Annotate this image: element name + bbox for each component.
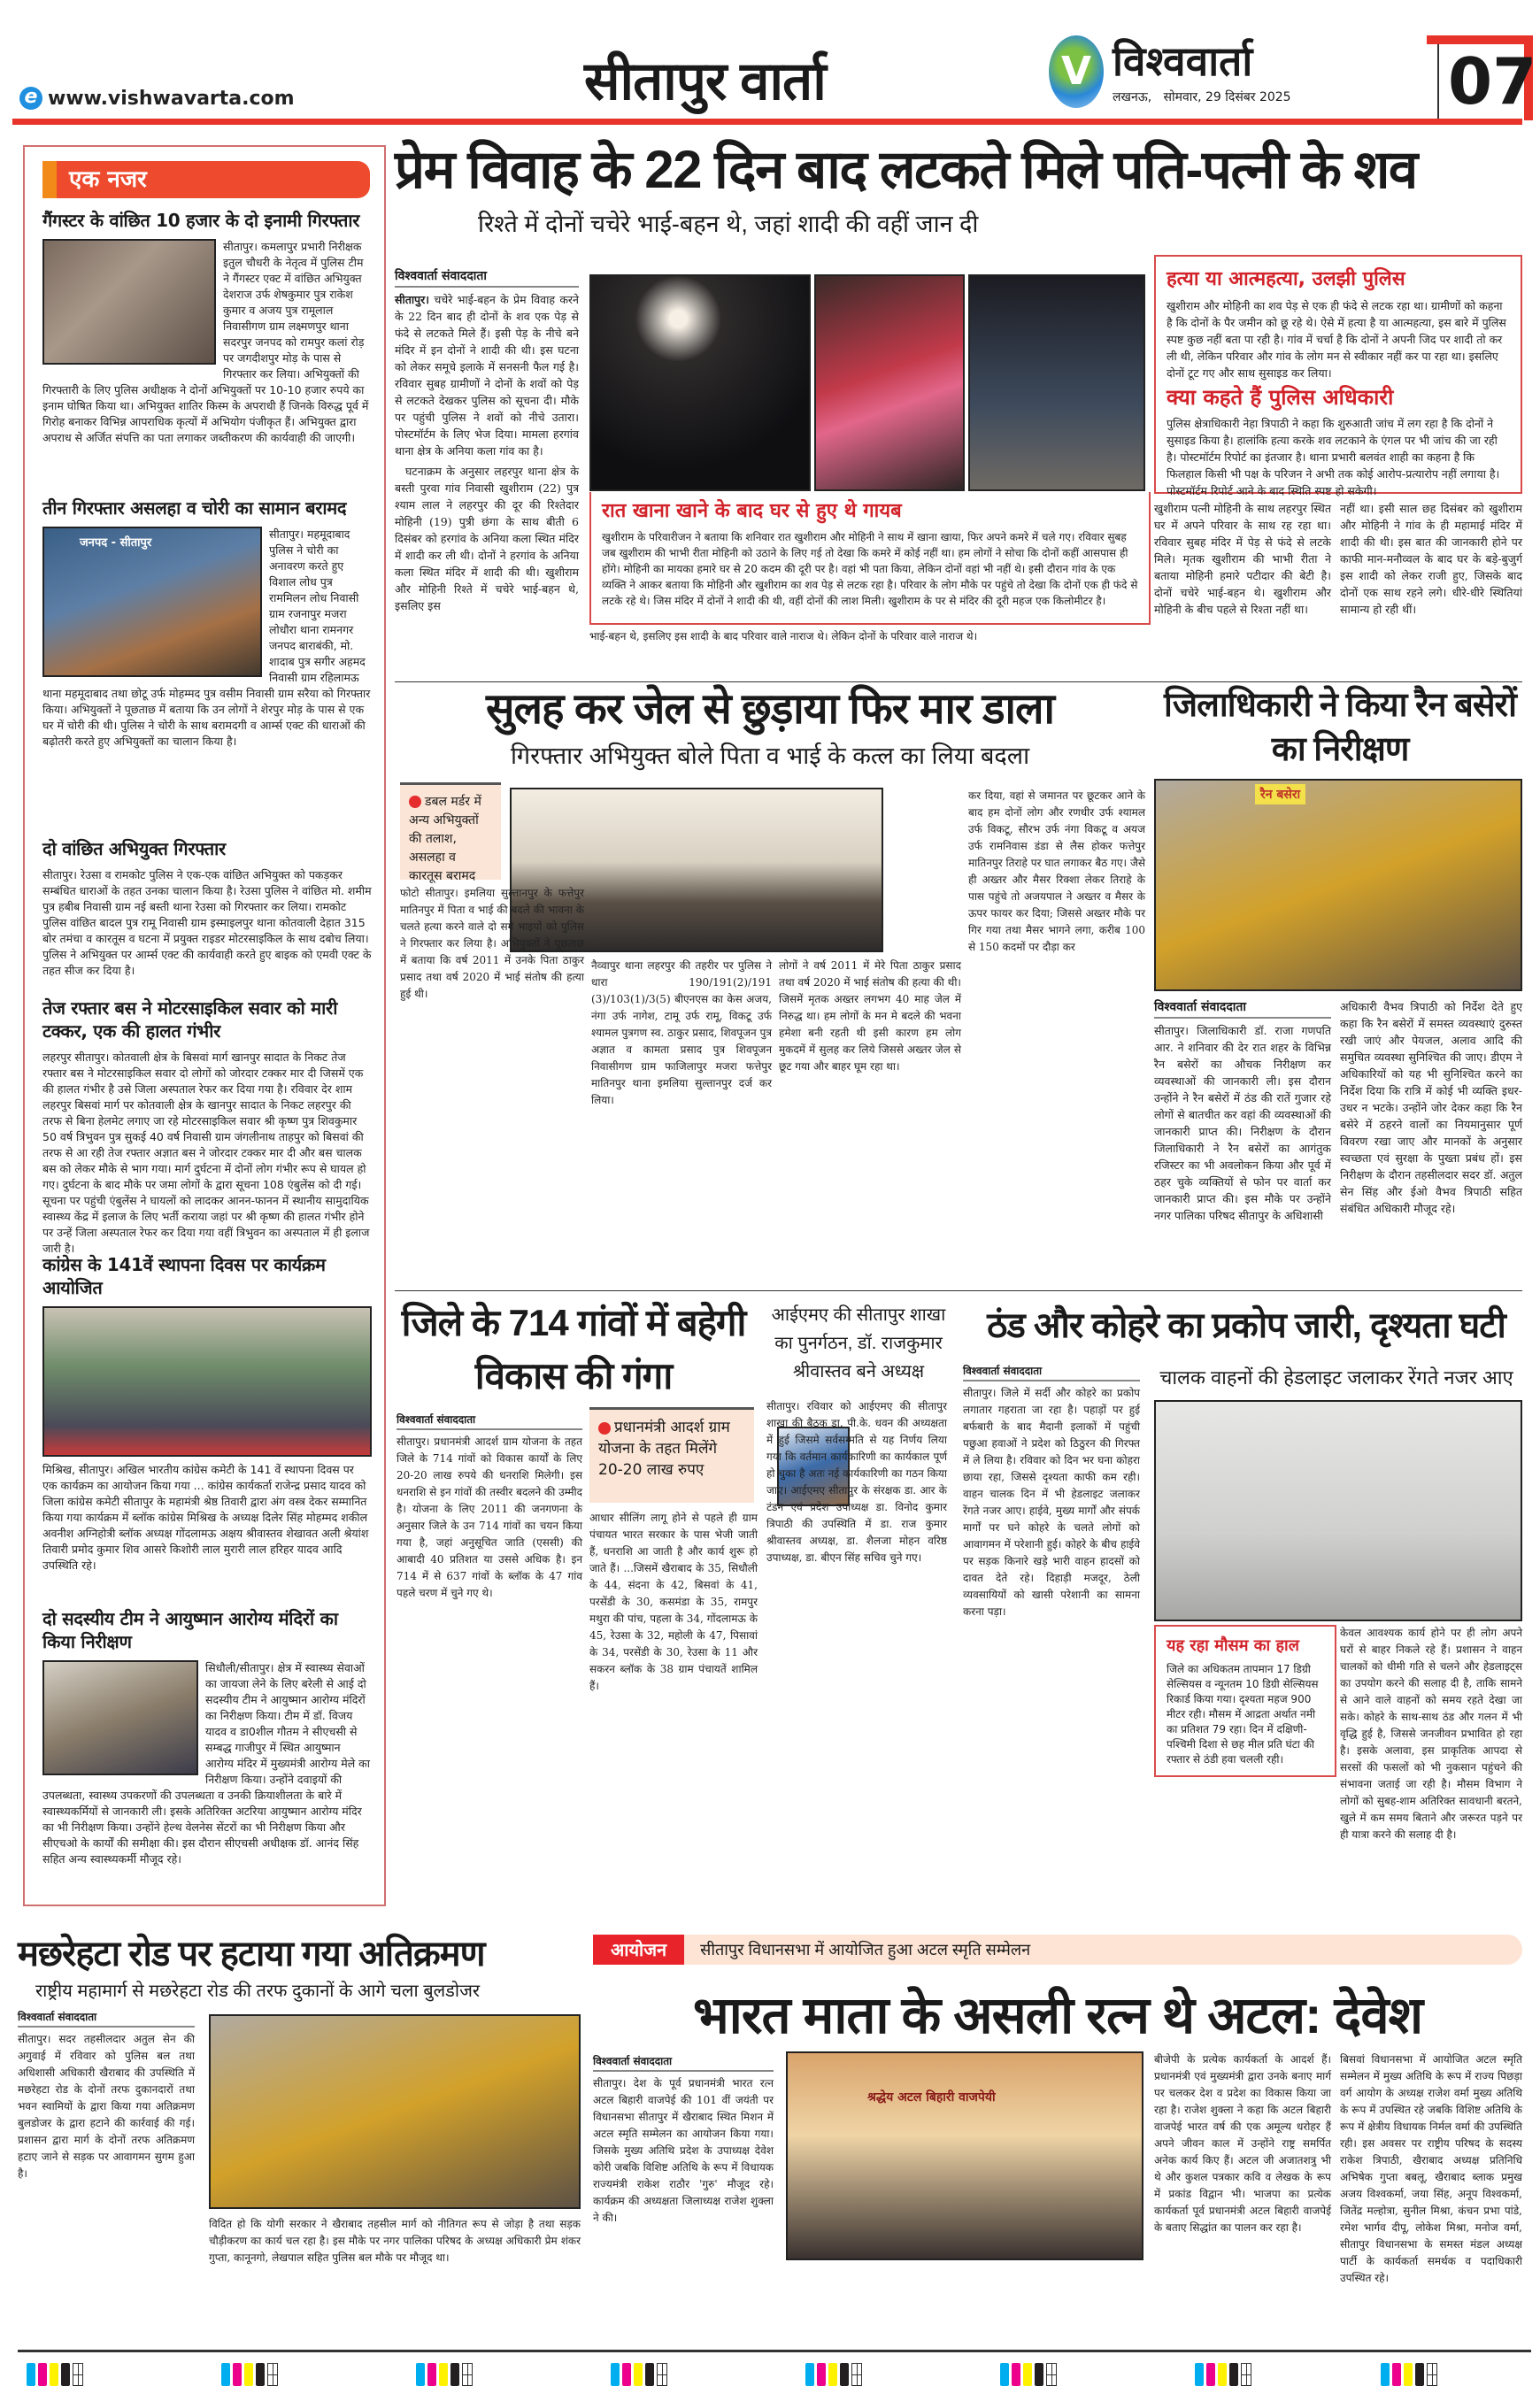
photo-sign: रैन बसेरा [1255, 784, 1305, 804]
atal-col-2: बीजेपी के प्रत्येक कार्यकर्ता के आदर्श हैं। प्रधानमंत्री एवं मुख्यमंत्री द्वारा उनके बनाए मार्ग पर चलकर देश व प्रदेश का विकास किया जा रहा है। राजेश शुक्ला ने कहा कि अटल बिहारी वाजपेई भारत वर्ष की एक अमूल्य धरोहर हैं अपने जीवन काल में उन्होंने राष्ट्र समर्पित अनेक कार्य किए हैं। अटल जी अजातशत्रु भी थे और कुशल पत्रकार कवि व लेखक के रूप में प्रकांड विद्वान भी। भाजपा का प्रत्येक कार्यकर्ता पूर्व प्रधानमंत्री अटल बिहारी वाजपेई के बताए सिद्धांत का पालन कर रहा है। [1154, 2053, 1331, 2234]
sulah-col-2: नैव्वापुर थाना लहरपुर की तहरीर पर पुलिस ने धारा 190/191(2)/191 (3)/103(1)/3(5) बीएनएस का केस अजय, नंगा उर्फ नागेश, टामू उर्फ रामू, विकटू उर्फ श्यामल पुत्रगण स्व. ठाकुर प्रसाद, शिवपूजन पुत्र अज्ञात व कामता प्रसाद पुत्र शिवपूजन निवासीगण ग्राम फाजिलापुर मजरा फत्तेपुर मातिनपुर थाना इमलिया सुल्तानपुर दर्ज कर लिया। [591, 959, 772, 1106]
registration-mark-icon [267, 2363, 278, 2386]
masthead-rule [12, 119, 1522, 125]
atal-col-1 [593, 2053, 774, 2227]
masthead [0, 0, 1540, 124]
brief-headline: दो वांछित अभियुक्त गिरफ्तार [42, 838, 226, 859]
color-bar-group [27, 2363, 83, 2386]
color-swatch [1035, 2363, 1043, 2386]
sulah-highlight [400, 782, 501, 883]
website-url[interactable]: www.vishwavarta.com [48, 87, 295, 110]
color-swatch [50, 2363, 58, 2386]
lead-photo-crowd [968, 274, 1145, 491]
byline: विश्ववार्ता संवाददाता [18, 2009, 195, 2028]
color-swatch [611, 2363, 620, 2386]
sulah-subheadline: गिरफ्तार अभियुक्त बोले पिता व भाई के कत्ल का लिया बदला [510, 743, 1030, 769]
color-swatch [1012, 2363, 1020, 2386]
color-swatch [1381, 2363, 1390, 2386]
atal-event-photo [786, 2051, 1143, 2260]
byline: विश्ववार्ता संवाददाता [593, 2053, 774, 2072]
atal-body: सीतापुर। देश के पूर्व प्रधानमंत्री भारत रत्न अटल बिहारी वाजपेई की 101 वीं जयंती पर विधानसभा सीतापुर में खैराबाद स्थित मिशन में अटल स्मृति सम्मेलन का आयोजन किया गया। जिसके मुख्य अतिथि प्रदेश के उपाध्यक्ष देवेश कोरी जबकि विशिष्ट अतिथि के रूप में विधायक राज्यमंत्री राकेश राठौर 'गुरु' मौजूद रहे। कार्यक्रम की अध्यक्षता जिलाध्यक्ष राजेश शुक्ला ने की। [593, 2077, 774, 2224]
lead-right-col-a: खुशीराम पत्नी मोहिनी के साथ लहरपुर स्थित घर में अपने परिवार के साथ रह रहा था। रविवार सुबह मंदिर में पेड़ से फंदे से लटके मिले। मृतक खुशीराम की भाभी रीता ने बताया मोहिनी हमारे पटीदार की बेटी है। दोनों चचेरे भाई-बहन थे। खुशीराम और मोहिनी के बीच पहले से रिश्ता नहीं था। [1154, 502, 1331, 616]
weather-box [1154, 1625, 1336, 1777]
registration-mark-icon [1427, 2363, 1437, 2386]
highlight-text: डबल मर्डर में अन्य अभियुक्तों की तलाश, असलहा व कारतूस बरामद [409, 795, 481, 883]
color-swatch [622, 2363, 631, 2386]
color-bar-group [805, 2363, 862, 2386]
brief-photo [42, 1660, 198, 1775]
brief-story [42, 1607, 372, 1867]
fog-subheadline: चालक वाहनों की हेडलाइट जलाकर रेंगते नजर आए [1159, 1366, 1513, 1389]
registration-mark-icon [462, 2363, 473, 2386]
brief-headline: तेज रफ्तार बस ने मोटरसाइकिल सवार को मारी टक्कर, एक की हालत गंभीर [42, 997, 338, 1042]
fog-body: सीतापुर। जिले में सर्दी और कोहरे का प्रकोप लगातार गहराता जा रहा है। पहाड़ों पर हुई बर्फबारी के बाद मैदानी इलाकों में पहुंची पछुआ हवाओं ने प्रदेश को ठिठुरन की गिरफ्त में ले लिया है। रविवार को दिन भर घना कोहरा छाया रहा, जिससे दृश्यता काफी कम रही। वाहन चालक दिन में भी हेडलाइट जलाकर रेंगते नजर आए। हाईवे, मुख्य मार्गों और संपर्क मार्गों पर घने कोहरे के चलते लोगों को आवागमन में परेशानी हुई। कोहरे के बीच हाईवे पर सड़क किनारे खड़े भारी वाहन हादसों को दावत देते रहे। दिहाड़ी मजदूर, ठेली व्यवसायियों को खासी परेशानी का सामना करना पड़ा। [963, 1387, 1140, 1618]
fog-headline: ठंड और कोहरे का प्रकोप जारी, दृश्यता घटी [987, 1306, 1505, 1345]
photo-caption-box [589, 492, 1151, 625]
color-swatch [1023, 2363, 1032, 2386]
rain-basera-col-2: अधिकारी वैभव त्रिपाठी को निर्देश देते हुए कहा कि रैन बसेरों में समस्त व्यवस्थाएं दुरुस्त रखी जाएं और पेयजल, अलाव आदि की समुचित व्यवस्था सुनिश्चित की जाए। डीएम ने अधिकारियों को यह भी सुनिश्चित करने का निर्देश दिया कि रात्रि में कोई भी व्यक्ति इधर-उधर न भटके। उन्होंने जोर देकर कहा कि रैन बसेरे में ठहरने वालों का नियमानुसार पूर्ण विवरण रखा जाए और मानकों के अनुसार स्वच्छता एवं सुरक्षा के पुख्ता प्रबंध हों। इस निरीक्षण के दौरान तहसीलदार सदर डॉ. अतुल सेन सिंह और ईओ वैभव त्रिपाठी सहित संबंधित अधिकारी मौजूद रहे। [1340, 1000, 1522, 1215]
villages-body: सीतापुर। प्रधानमंत्री आदर्श ग्राम योजना के तहत जिले के 714 गांवों को विकास कार्यों के लिए 20-20 लाख रुपये की धनराशि मिलेगी। इस धनराशि से इन गांवों की तस्वीर बदलने की उम्मीद है। योजना के लिए 2011 की जनगणना के अनुसार जिले के उन 714 गांवों का चयन किया गया है, जहां अनुसूचित जाति (एससी) की आबादी 40 प्रतिशत या उससे अधिक है। इन 714 में से 637 गांवों के ब्लॉक के 47 गांव पहले चरण में चुने गए थे। [397, 1435, 582, 1599]
color-swatch [27, 2363, 35, 2386]
issue-dateline: लखनऊ, सोमवार, 29 दिसंबर 2025 [1113, 89, 1291, 104]
ima-body: सीतापुर। रविवार को आईएमए की सीतापुर शाखा की बैठक डा. पी.के. धवन की अध्यक्षता में हुई जिसमे सर्वसम्मति से यह निर्णय लिया गया कि वर्तमान कार्यकारिणी का कार्यकाल पूर्ण हो चुका है अतः नई कार्यकारिणी का गठन किया जाए। आईएमए सीतापुर के संरक्षक डा. आर के टंडन एवं प्रदेश उपाध्यक्ष डा. विनोद कुमार त्रिपाठी की उपस्थिति में डा. राज कुमार श्रीवास्तव अध्यक्ष, डा. शैलजा मोहन वरिष्ठ उपाध्यक्ष, डा. बीएन सिंह सचिव चुने गए। [766, 1400, 947, 1564]
color-swatch [1218, 2363, 1227, 2386]
rain-basera-photo [1154, 779, 1522, 991]
page-number: 07 [1437, 44, 1536, 119]
event-kicker-bar [593, 1935, 1522, 1965]
color-swatch [805, 2363, 814, 2386]
brief-body: सीतापुर। महमूदाबाद पुलिस ने चोरी का अनावरण करते हुए विशाल लोध पुत्र राममिलन लोध निवासी ग्राम रजनापुर मजरा लोधौरा थाना रामनगर जनपद बाराबंकी, मो. शादाब पुत्र सगीर अहमद निवासी ग्राम रहिलामऊ थाना महमूदाबाद तथा छोटू उर्फ मोहम्मद पुत्र वसीम निवासी ग्राम सरैया को गिरफ्तार किया। अभियुक्तों ने पूछताछ में बताया कि उन लोगों ने शेरपुर मोड़ के पास से एक घर में चोरी की थी। पुलिस ने चोरी के साथ बरामदगी व आर्म्स एक्ट की धाराओं की बढ़ोतरी करते हुए अभियुक्तों का चालान किया है। [42, 527, 371, 748]
villages-headline: जिले के 714 गांवों में बहेगी विकास की गंगा [401, 1302, 746, 1397]
color-swatch [244, 2363, 253, 2386]
sidebar-body-2: पुलिस क्षेत्राधिकारी नेहा त्रिपाठी ने कहा कि शुरुआती जांच में लग रहा है कि दोनों ने सुसाइड किया है। हालांकि हत्या करके शव लटकाने के एंगल पर भी जांच की जा रही है। पोस्टमॉर्टम रिपोर्ट का इंतजार है। थाना प्रभारी बलवंत शाही का कहना है कि फिलहाल किसी भी पक्ष के परिजन ने अभी तक कोई आरोप-प्रत्यारोप नहीं लगाया है। पोस्टमॉर्टम रिपोर्ट आने के बाद स्थिति स्पष्ट हो सकेगी। [1167, 417, 1500, 497]
registration-mark-icon [657, 2363, 667, 2386]
color-swatch [233, 2363, 242, 2386]
encroachment-body: सीतापुर। सदर तहसीलदार अतुल सेन की अगुवाई में रविवार को पुलिस बल तथा अधिशासी अधिकारी खैराबाद की उपस्थिति में मछरेहटा रोड के दोनों तरफ दुकानदारों तथा भवन स्वामियों के द्वारा किया गया अतिक्रमण बुलडोजर के द्वारा हटाने की कार्रवाई की गई। प्रशासन द्वारा मार्ग के दोनों तरफ अतिक्रमण हटाए जाने से सड़क पर आवागमन सुगम हुआ है। [18, 2033, 195, 2180]
photo-banner: श्रद्धेय अटल बिहारी वाजपेयी [867, 2090, 996, 2105]
color-swatch [1229, 2363, 1238, 2386]
brief-story [42, 496, 372, 750]
brief-headline: दो सदस्यीय टीम ने आयुष्मान आरोग्य मंदिरों का किया निरीक्षण [42, 1608, 338, 1652]
encroachment-col-1 [18, 2009, 195, 2182]
sulah-col-4: कर दिया, वहां से जमानत पर छूटकर आने के बाद हम दोनों लोग और रणधीर उर्फ श्यामल उर्फ विकटू, सौरभ उर्फ नंगा विकटू व अयज उर्फ रामनिवास डंडा से लैस होकर फत्तेपुर मातिनपुर तिराहे पर घात लगाकर बैठ गए। जैसे ही अख्तर और मैसर रिक्शा लेकर तिराहे के पास पहुंचे तो अजयपाल ने अख्तर व मैसर के ऊपर फायर कर दिया; जिससे अख्तर मौके पर गिर गया तथा मैसर भागने लगा, करीब 100 से 150 कदमों पर दौड़ा कर [968, 789, 1145, 953]
sulah-col-3: लोगों ने वर्ष 2011 में मेरे पिता ठाकुर प्रसाद तथा वर्ष 2020 में भाई संतोष की हत्या की थी। जिसमें मृतक अख्तर लगभग 40 माह जेल में निरुद्ध था। हम लोगों के मन मे बदले की भवना हमेशा बनी रहती थी इसी कारण हम लोग मुकदमें में सुलह कर लिये जिससे अख्तर जेल से छूट गया और बाहर घूम रहा था। [779, 959, 961, 1073]
villages-col-2: आधार सीलिंग लागू होने से पहले ही ग्राम पंचायत भारत सरकार के पास भेजी जाती हैं, धनराशि आ जाती है और कार्य शुरू हो जाते हैं। ...जिसमें खैराबाद के 35, सिधौली के 44, संदना के 42, बिसवां के 41, परसेंडी के 30, कसमंडा के 35, रामपुर मथुरा की पांच, पहला के 34, गोंदलामऊ के 45, रेउसा के 32, महोली के 47, पिसावां के 34, परसेंडी के 30, रेउसा के 11 और सकरन ब्लॉक के 38 ग्राम पंचायतें शामिल हैं। [589, 1512, 758, 1692]
highlight-text: प्रधानमंत्री आदर्श ग्राम योजना के तहत मिलेंगे 20-20 लाख रुपए [598, 1419, 730, 1479]
color-swatch [1392, 2363, 1401, 2386]
color-bar-group [1000, 2363, 1057, 2386]
byline: विश्ववार्ता संवाददाता [1154, 998, 1331, 1019]
color-swatch [634, 2363, 643, 2386]
brief-photo [42, 527, 262, 677]
fog-col-1 [963, 1363, 1140, 1620]
color-bar-group [416, 2363, 473, 2386]
brief-photo [42, 239, 216, 365]
lead-body-bottom: भाई-बहन थे, इसलिए इस शादी के बाद परिवार वाले नाराज थे। लेकिन दोनों के परिवार वाले नाराज थे। [589, 630, 978, 643]
color-bar-group [1381, 2363, 1437, 2386]
bullet-icon [409, 796, 421, 808]
lead-subheadline: रिश्ते में दोनों चचेरे भाई-बहन थे, जहां शादी की वहीं जान दी [478, 211, 979, 237]
brand-name: विश्ववार्ता [1113, 36, 1253, 85]
registration-mark-icon [1046, 2363, 1057, 2386]
byline: विश्ववार्ता संवाददाता [397, 1412, 582, 1430]
color-swatch [840, 2363, 849, 2386]
byline: विश्ववार्ता संवाददाता [395, 267, 579, 288]
encroachment-headline: मछरेहटा रोड पर हटाया गया अतिक्रमण [18, 1935, 485, 1974]
rain-basera-col-1 [1154, 998, 1331, 1224]
lead-photo-family [814, 274, 965, 491]
atal-headline: भारत माता के असली रत्न थे अटल: देवेश [692, 1987, 1423, 2044]
weather-headline: यह रहा मौसम का हाल [1167, 1636, 1299, 1655]
fog-photo [1154, 1400, 1522, 1621]
byline: विश्ववार्ता संवाददाता [963, 1363, 1140, 1381]
footer-rule [18, 2350, 1531, 2352]
brief-headline: कांग्रेस के 141वें स्थापना दिवस पर कार्यक्रम आयोजित [42, 1254, 326, 1298]
color-swatch [817, 2363, 826, 2386]
bullet-icon [598, 1422, 611, 1435]
website-link[interactable] [19, 87, 295, 110]
encroachment-col-2: विदित हो कि योगी सरकार ने खैराबाद तहसील मार्ग को नीतिगत रूप से जोड़ा है तथा सड़क चौड़ीकरण का कार्य चल रहा है। इस मौके पर नगर पालिका परिषद के अध्यक्ष अधिकारी प्रेम शंकर गुप्ता, कानूनगो, लेखपाल सहित पुलिस बल मौके पर मौजूद था। [209, 2218, 581, 2264]
brief-body: सिधौली/सीतापुर। क्षेत्र में स्वास्थ्य सेवाओं का जायजा लेने के लिए बरेली से आई दो सदस्यीय टीम ने आयुष्मान आरोग्य मंदिरों का निरीक्षण किया। टीम में डॉ. विजय यादव व डा0शील गौतम ने सीएचसी से सम्बद्ध गाजीपुर में स्थित आयुष्मान आरोग्य मंदिर में मुख्यमंत्री आरोग्य मेले का निरीक्षण किया। उन्होंने दवाइयों की उपलब्धता, स्वास्थ्य उपकरणों की उपलब्धता व उनकी क्रियाशीलता के बारे में स्वास्थ्यकर्मियों से जानकारी ली। इसके अतिरिक्त अटरिया आयुष्मान आरोग्य मंदिर का भी निरीक्षण किया। उन्होंने हेल्थ वेलनेस सेंटरों का भी निरीक्षण किया और सीएचओ के कार्यों की समीक्षा की। इस दौरान सीएचसी अधीक्षक डॉ. आनंद सिंह सहित अन्य स्वास्थ्यकर्मी मौजूद रहे। [42, 1661, 370, 1866]
brief-story [42, 837, 372, 979]
ek-nazar-banner [42, 161, 370, 198]
photo-sign: जनपद - सीतापुर [80, 536, 152, 550]
sulah-col-1: फोटो सीतापुर। इमलिया सुल्तानपुर के फत्तेपुर मातिनपुर में पिता व भाई की बदले की भावना के चलते हत्या करने वाले दो सगे भाइयों को पुलिस ने गिरफ्तार कर लिया है। अभियुक्तों ने पूछताछ में बताया कि वर्ष 2011 में उनके पिता ठाकुर प्रसाद तथा वर्ष 2020 में भाई संतोष की हत्या हुई थी। [400, 887, 584, 1000]
sidebar-headline-2: क्या कहते हैं पुलिस अधिकारी [1167, 385, 1394, 410]
brief-body: मिश्रिख, सीतापुर। अखिल भारतीय कांग्रेस कमेटी के 141 वें स्थापना दिवस पर एक कार्यक्रम का आयोजन किया गया ... कांग्रेस कार्यकर्ता राजेन्द्र प्रसाद यादव को जिला कांग्रेस कमेटी सीतापुर के महामंत्री श्रेष्ठ तिवारी द्वारा अंग वस्त्र देकर सम्मानित किया गया कार्यक्रम में ब्लॉक कांग्रेस मिश्रिख के अध्यक्ष दिलेर सिंह मोहम्मद शकील अवनीश अग्निहोत्री ब्लॉक अध्यक्ष गोंदलामऊ अक्षय श्रीवास्तव शेखावत अली श्रेयांश तिवारी प्रमोद कुमार शिव आसरे किशोरी लाल मुरारी लाल हरिहर यादव आदि उपस्थिति रहे। [42, 1463, 369, 1572]
lead-photo-couple [589, 274, 811, 491]
villages-col-1 [397, 1412, 582, 1602]
globe-logo-icon: V [1049, 35, 1104, 108]
brief-body: लहरपुर सीतापुर। कोतवाली क्षेत्र के बिसवां मार्ग खानपुर सादात के निकट तेज रफ्तार बस ने मोटरसाइकिल सवार दो लोगों को जोरदार टक्कर मार दी जिसमें एक की हालत गंभीर है उसे जिला अस्पताल रेफर कर दिया गया है। रविवार देर शाम लहरपुर बिसवां मार्ग पर कोतवाली क्षेत्र के खानपुर सादात के निकट लहरपुर की तरफ से बिना हेलमेट लगाए जा रहे मोटरसाइकिल सवार श्री कृष्ण पुत्र शिवकुमार 50 वर्ष त्रिभुवन पुत्र सुकई 40 वर्ष निवासी ग्राम जंगलीनाथ ताहपुर को बिसवां की तरफ से आ रही तेज रफ्तार अज्ञात बस ने जोरदार टक्कर मार दी और बस चालक बस को लेकर मौके से भाग गया। मार्ग दुर्घटना में दोनों लोग गंभीर रूप से घायल हो गए। दुर्घटना के बाद मौके पर जमा लोगों के द्वारा सूचना 108 एंबुलेंस को दी गई। सूचना पर पहुंची एंबुलेंस ने घायलों को लादकर आनन-फानन में स्थानीय सामुदायिक स्वास्थ्य केंद्र में इलाज के लिए भर्ती कराया जहां पर श्री कृष्ण की हालत गंभीर होने पर उन्हें जिला अस्पताल रेफर कर दिया गया वहीं त्रिभुवन का अस्पताल में ही इलाज जारी है। [42, 1050, 370, 1255]
color-swatch [61, 2363, 70, 2386]
weather-body: जिले का अधिकतम तापमान 17 डिग्री सेल्सियस व न्यूनतम 10 डिग्री सेल्सियस रिकार्ड किया गया। दृश्यता महज 900 मीटर रही। मौसम में आद्रता अर्थात नमी का प्रतिशत 79 रहा। दिन में दक्षिणी-पश्चिमी दिशा से छह मील प्रति घंटा की रफ्तार से ठंडी हवा चलली रही। [1167, 1663, 1319, 1766]
color-swatch [416, 2363, 425, 2386]
lead-column-1 [395, 267, 579, 614]
fog-col-2: केवल आवश्यक कार्य होने पर ही लोग अपने घरों से बाहर निकले रहे हैं। प्रशासन ने वाहन चालकों को धीमी गति से चलने और हेडलाइट्स का उपयोग करने की सलाह दी है, ताकि सामने से आने वाले वाहनों को समय रहते देखा जा सके। कोहरे के साथ-साथ ठंड और गलन में भी वृद्धि हुई है, जिससे जनजीवन प्रभावित हो रहा है। इसके अलावा, इस प्राकृतिक आपदा से सरसों की फसलों को भी नुकसान पहुंचने की संभावना जताई जा रही है। मौसम विभाग ने लोगों को सुबह-शाम अतिरिक्त सावधानी बरतने, खुले में कम समय बिताने और जरूरत पड़ने पर ही यात्रा करने की सलाह दी है। [1340, 1627, 1522, 1841]
color-swatch [221, 2363, 230, 2386]
brief-body: सीतापुर। कमलापुर प्रभारी निरीक्षक इतुल चौधरी के नेतृत्व में पुलिस टीम ने गैंगस्टर एक्ट में वांछित अभियुक्त देशराज उर्फ शेषकुमार पुत्र राकेश कुमार व अजय पुत्र रामूलाल निवासीगण ग्राम लक्ष्मणपुर थाना सदरपुर जनपद को रामपुर कलां रोड़ पर जगदीशपुर मोड़ के पास से गिरफ्तार कर लिया। अभियुक्तों की गिरफ्तारी के लिए पुलिस अधीक्षक ने दोनों अभियुक्तों पर 10-10 हजार रुपये का इनाम घोषित किया था। अभियुक्त शातिर किस्म के अपराधी हैं जिनके विरुद्ध पूर्व में गिरोह बनाकर विभिन्न आपराधिक कृत्यों में अभियोग पंजीकृत हैं। अभियुक्त द्वारा अपराध से अर्जित संपत्ति का पता लगाकर जब्तीकरण की कार्यवाही की जाएगी। [42, 240, 369, 444]
color-bar-group [611, 2363, 667, 2386]
atal-col-3: बिसवां विधानसभा में आयोजित अटल स्मृति सम्मेलन में मुख्य अतिथि के रूप में राज्य पिछड़ा वर्ग आयोग के अध्यक्ष राजेश वर्मा मुख्य अतिथि के रूप में उपस्थित रहे जबकि विशिष्ट अतिथि के रूप में क्षेत्रीय विधायक निर्मल वर्मा की उपस्थिति रही। इस अवसर पर राष्ट्रीय परिषद के सदस्य राकेश त्रिपाठी, खैराबाद अध्यक्ष प्रतिनिधि अभिषेक गुप्ता बबलू, खैराबाद ब्लाक प्रमुख अजय विश्वकर्मा, जया सिंह, अनूप विश्वकर्मा, जितेंद्र मल्होत्रा, सुनील मिश्रा, कंचन प्रभा पांडे, रमेश भार्गव दीपू, लोकेश मिश्रा, मनोज वर्मा, सीतापुर विधानसभा के समस्त मंडल अध्यक्ष पार्टी के कार्यकर्ता समर्थक व पदाधिकारी उपस्थित रहे। [1340, 2053, 1522, 2284]
registration-mark-icon [1241, 2363, 1251, 2386]
section-divider [395, 1290, 1522, 1291]
brief-headline: गैंगस्टर के वांछित 10 हजार के दो इनामी गिरफ्तार [42, 210, 360, 231]
encroachment-subheadline: राष्ट्रीय महामार्ग से मछरेहटा रोड की तरफ दुकानों के आगे चला बुलडोजर [35, 1982, 481, 2001]
brief-story [42, 209, 372, 446]
ek-nazar-label: एक नजर [69, 166, 147, 193]
color-bar-group [221, 2363, 278, 2386]
lead-body: चचेरे भाई-बहन के प्रेम विवाह करने के 22 दिन बाद ही दोनों के शव एक पेड़ से फंदे से लटकते मिले हैं। इसी पेड़ के नीचे बने मंदिर में इन दोनों ने शादी की थी। इस घटना को लेकर समूचे इलाके में सनसनी फैल गई है। रविवार सुबह ग्रामीणों ने दोनों के शवों को पेड़ से लटकते देखकर पुलिस को सूचना दी। मौके पर पहुंची पुलिस ने शवों को नीचे उतारा। पोस्टमॉर्टम के लिए भेज दिया। मामला हरगांव थाना क्षेत्र के अनिया कला गांव का है। [395, 293, 579, 458]
sidebar-box [1154, 255, 1522, 497]
color-swatch [427, 2363, 436, 2386]
brand-logo [1049, 35, 1291, 108]
color-swatch [1206, 2363, 1215, 2386]
ima-headline: आईएमए की सीतापुर शाखा का पुनर्गठन, डॉ. राजकुमार श्रीवास्तव बने अध्यक्ष [771, 1305, 946, 1381]
section-divider [395, 681, 1522, 682]
color-swatch [1195, 2363, 1204, 2386]
brief-headline: तीन गिरफ्तार असलहा व चोरी का सामान बरामद [42, 497, 347, 519]
color-swatch [645, 2363, 654, 2386]
sulah-headline: सुलह कर जेल से छुड़ाया फिर मार डाला [486, 686, 1054, 733]
story-dateline: सीतापुर। [395, 293, 430, 306]
brief-story [42, 1253, 372, 1574]
brief-story [42, 997, 372, 1257]
ek-nazar-box [23, 145, 386, 1906]
lead-body-cont: घटनाक्रम के अनुसार लहरपुर थाना क्षेत्र के बस्ती पुरवा गांव निवासी खुशीराम (22) पुत्र श्याम लाल ने लहरपुर की दूर की रिश्तेदार मोहिनी (19) पुत्री छंगा के साथ बीती 6 दिसंबर को हरगांव के अनिया कला स्थित मंदिर में शादी कर ली थी। दोनों ने हरगांव के अनिया कला स्थित मंदिर में शादी की थी। खुशीराम और मोहिनी रिश्ते में चचेरे भाई-बहन थे, इसलिए इस [395, 465, 579, 612]
brief-photo [42, 1306, 372, 1457]
color-swatch [38, 2363, 47, 2386]
browser-icon: e [19, 87, 42, 110]
registration-mark-icon [73, 2363, 83, 2386]
color-swatch [439, 2363, 448, 2386]
color-swatch [1404, 2363, 1413, 2386]
sidebar-body-1: खुशीराम और मोहिनी का शव पेड़ से एक ही फंदे से लटक रहा था। ग्रामीणों को कहना है कि दोनों के पैर जमीन को छू रहे थे। ऐसे में हत्या है या आत्महत्या, इस बारे में पुलिस स्पष्ट कुछ नहीं बता पा रही है। गांव में चर्चा है कि दोनों ने अपनी जिद पर शादी तो कर ली थी, लेकिन परिवार और गांव के लोग मन से स्वीकार नहीं कर पा रहा था। इसलिए दोनों टूट गए और साथ सुसाइड कर लिया। [1167, 299, 1506, 380]
lead-right-col-b: नहीं था। इसी साल छह दिसंबर को खुशीराम और मोहिनी ने गांव के ही महामाई मंदिर में शादी की थी। इस बात की जानकारी होने पर काफी मान-मनौव्वल के बाद घर के बड़े-बुजुर्ग इस शादी को लेकर राजी हुए, जिसके बाद दोनों एक साथ रहने लगे। धीरे-धीरे स्थितियां सामान्य हो रही थीं। [1340, 502, 1522, 616]
photo-caption-headline: रात खाना खाने के बाद घर से हुए थे गायब [602, 500, 902, 522]
color-swatch [256, 2363, 265, 2386]
color-bar-group [1195, 2363, 1251, 2386]
event-kicker: सीतापुर विधानसभा में आयोजित हुआ अटल स्मृति सम्मेलन [700, 1941, 1031, 1959]
color-swatch [1415, 2363, 1424, 2386]
brief-body: सीतापुर। रेउसा व रामकोट पुलिस ने एक-एक वांछित अभियुक्त को पकड़कर सम्बंधित धाराओं के तहत उनका चालान किया है। रेउसा पुलिस ने वांछित मो. शमीम पुत्र हबीब निवासी ग्राम नई बस्ती थाना रेउसा को गिरफ्तार कर लिया। रामकोट पुलिस वांछित बादल पुत्र रामू निवासी ग्राम इस्माइलपुर थाना कोतवाली देहात 315 बोर तमंचा व कारतूस व घटना में प्रयुक्त राइडर मोटरसाइकिल के साथ दबोच लिया। पुलिस ने अभियुक्त पर आर्म्स एक्ट की कार्यवाही करते हुए बाइक को एमवी एक्ट के तहत सीज कर दिया है। [42, 868, 372, 977]
section-title: सीतापुर वार्ता [584, 51, 826, 111]
color-swatch [1000, 2363, 1009, 2386]
lead-headline: प्रेम विवाह के 22 दिन बाद लटकते मिले पति-पत्नी के शव [395, 140, 1417, 199]
villages-highlight [589, 1407, 754, 1503]
color-swatch [450, 2363, 459, 2386]
photo-caption-body: खुशीराम के परिवारीजन ने बताया कि शनिवार रात खुशीराम और मोहिनी ने साथ में खाना खाया, फिर अपने कमरे में चले गए। रविवार सुबह जब खुशीराम की भाभी रीता मोहिनी को उठाने के लिए गई तो देखा कि कमरे में कोई नहीं था। हम लोगों ने सोचा कि दोनों कहीं आसपास ही होंगे। मोहिनी का मायका हमारे घर से 20 कदम की दूरी पर है। वहां भी पता किया, लेकिन दोनों वहां भी नहीं थे। इसी दौरान गांव के एक व्यक्ति ने आकर बताया कि मोहिनी और खुशीराम का शव पेड़ से लटक रहा है। परिवार के लोग मौके पर पहुंचे तो देखा कि दोनों एक ही फंदे से लटके रहे थे। जिस मंदिर में दोनों ने शादी की थी, वहीं दोनों की लाश मिली। खुशीराम के पर से मंदिर की दूरी महज एक किलोमीटर है। [602, 531, 1138, 607]
bulldozer-photo [209, 2014, 581, 2209]
event-tag: आयोजन [593, 1935, 684, 1965]
color-swatch [828, 2363, 837, 2386]
rain-basera-body: सीतापुर। जिलाधिकारी डॉ. राजा गणपति आर. ने शनिवार की देर रात शहर के विभिन्न रैन बसेरों का औचक निरीक्षण कर व्यवस्थाओं की जानकारी ली। इस दौरान उन्होंने ने रैन बसेरों में ठंड की रातें गुजार रहे लोगों से बातचीत कर वहां की व्यवस्थाओं की जानकारी प्राप्त की। निरीक्षण के दौरान जिलाधिकारी ने रैन बसेरों का आगंतुक रजिस्टर का भी अवलोकन किया और पूर्व में ठहर चुके व्यक्तियों से फोन पर वार्ता कर जानकारी प्राप्त की। इस मौके पर उन्होंने नगर पालिका परिषद सीतापुर के अधिशासी [1154, 1024, 1331, 1222]
rain-basera-headline: जिलाधिकारी ने किया रैन बसेरों का निरीक्षण [1164, 687, 1516, 768]
page-number-box [1427, 35, 1537, 120]
registration-mark-icon [851, 2363, 862, 2386]
sidebar-headline-1: हत्या या आत्महत्या, उलझी पुलिस [1167, 268, 1405, 290]
